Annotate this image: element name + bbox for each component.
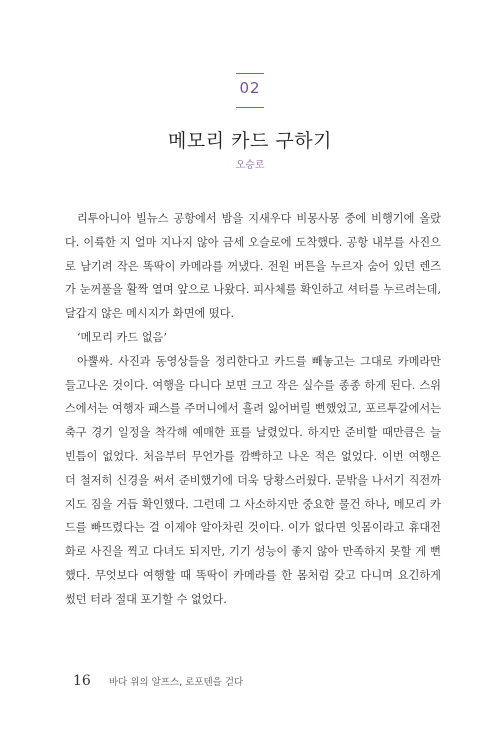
page-number: 16 <box>73 673 91 689</box>
chapter-number: 02 <box>239 79 261 97</box>
paragraph: 리투아니아 빌뉴스 공항에서 밤을 지새우다 비몽사몽 중에 비행기에 올랐다. 이륙한 지 얼마 지나지 않아 금세 오슬로에 도착했다. 공항 내부를 사진으로 남기려 작은 똑딱이 카메라를 꺼냈다. 전원 버튼을 누르자 숨어 있던 렌즈가 눈꺼풀을 활짝 열며 앞으로 나왔다. 피사체를 확인하고 셔터를 누르려는데, 달갑지 않은 메시지가 화면에 떴다. <box>65 212 441 321</box>
running-book-title: 바다 위의 알프스, 로포텐을 걷다 <box>108 677 244 688</box>
body-text <box>65 207 441 612</box>
chapter-rule-bottom <box>236 107 264 108</box>
page-footer <box>73 673 243 693</box>
chapter-rule-top <box>236 73 264 74</box>
paragraph: ‘메모리 카드 없음’ <box>77 330 167 344</box>
chapter-author: 오승로 <box>235 160 265 171</box>
paragraph: 아뿔싸. 사진과 동영상들을 정리한다고 카드를 빼놓고는 그대로 카메라만 들고나온 것이다. 여행을 다니다 보면 크고 작은 실수를 종종 하게 된다. 스위스에서는 여행자 패스를 주머니에서 흘려 잃어버릴 뻔했었고, 포르투갈에서는 축구 경기 일정을 착각해 예매한 표를 날렸었다. 하지만 준비할 때만큼은 늘 빈틈이 없었다. 처음부터 무언가를 깜빡하고 나온 적은 없었다. 이번 여행은 더 철저히 신경을 써서 준비했기에 더욱 당황스러웠다. 문밖을 나서기 직전까지도 짐을 거듭 확인했다. 그런데 그 사소하지만 중요한 물건 하나, 메모리 카드를 빠뜨렸다는 걸 이제야 알아차린 것이다. 이가 없다면 잇몸이라고 휴대전화로 사진을 찍고 다녀도 되지만, 기기 성능이 좋지 않아 만족하지 못할 게 뻔했다. 무엇보다 여행할 때 똑딱이 카메라를 한 몸처럼 갖고 다니며 요긴하게 썼던 터라 절대 포기할 수 없었다. <box>65 354 441 606</box>
chapter-title: 메모리 카드 구하기 <box>168 130 332 152</box>
